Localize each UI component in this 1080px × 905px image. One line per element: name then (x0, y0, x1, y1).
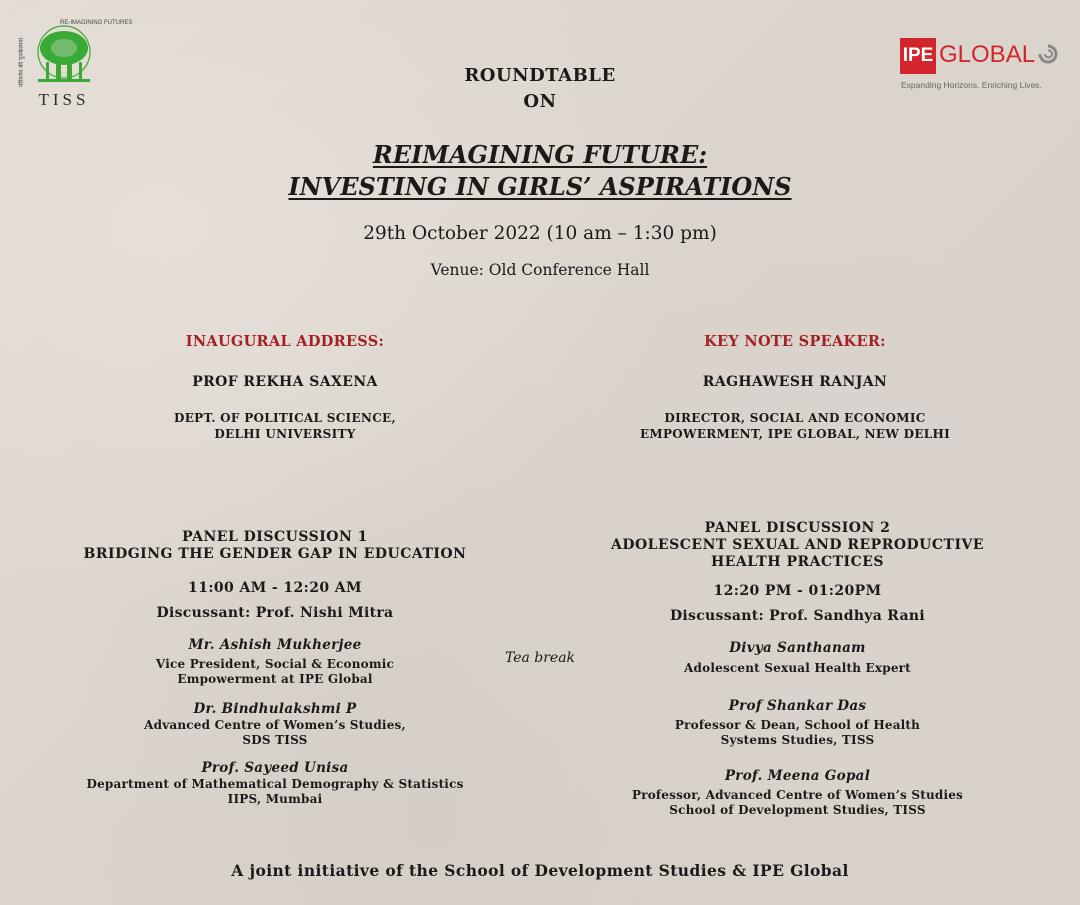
title-line-2: INVESTING IN GIRLS’ ASPIRATIONS (288, 172, 792, 201)
speaker-role-line-1: Advanced Centre of Women’s Studies, (144, 718, 406, 732)
keynote-affiliation (590, 410, 1000, 442)
speaker-role (590, 788, 1005, 818)
speaker-role (590, 718, 1005, 748)
panel-2 (590, 520, 1005, 818)
ipe-tagline: Expanding Horizons. Enriching Lives. (901, 80, 1042, 90)
speaker-name: Prof. Meena Gopal (724, 768, 871, 784)
tiss-logo (18, 20, 133, 110)
keynote-heading: KEY NOTE SPEAKER: (704, 333, 886, 350)
speaker-name: Prof Shankar Das (728, 698, 867, 714)
inaugural-speaker-name: PROF REKHA SAXENA (192, 374, 378, 390)
speaker-role (50, 657, 500, 687)
ipe-global-wordmark: GLOBAL (939, 41, 1036, 68)
tiss-arc-right: RE-IMAGINING FUTURES (60, 20, 133, 26)
speaker-role (50, 777, 500, 807)
speaker-role-line-1: Adolescent Sexual Health Expert (684, 661, 911, 675)
speaker-role-line-2: School of Development Studies, TISS (669, 803, 926, 817)
panel-1-speaker (50, 637, 500, 687)
speaker-role-line-2: SDS TISS (242, 733, 308, 747)
event-venue: Venue: Old Conference Hall (430, 261, 650, 279)
tiss-arc-left: परिवर्तन की पुनर्कल्पना (19, 37, 25, 87)
panel-2-speaker (590, 768, 1005, 818)
speaker-role-line-1: Department of Mathematical Demography & Statistics (86, 777, 464, 791)
speaker-role-line-2: Empowerment at IPE Global (177, 672, 373, 686)
speaker-name: Prof. Sayeed Unisa (201, 760, 349, 776)
panel-1-time: 11:00 AM - 12:20 AM (188, 580, 362, 596)
event-date: 29th October 2022 (10 am – 1:30 pm) (363, 223, 717, 244)
speaker-role-line-1: Professor, Advanced Centre of Women’s Studies (631, 788, 964, 802)
inaugural-heading: INAUGURAL ADDRESS: (185, 333, 385, 350)
panel-2-time: 12:20 PM - 01:20PM (713, 583, 882, 599)
title-line-1: REIMAGINING FUTURE: (372, 140, 708, 169)
roundtable-label: ROUNDTABLE (464, 65, 616, 86)
panel-2-speaker (590, 640, 1005, 676)
keynote-affil-line-2: EMPOWERMENT, IPE GLOBAL, NEW DELHI (639, 427, 951, 441)
panel-2-title-line-1: PANEL DISCUSSION 2 (704, 520, 891, 536)
speaker-role-line-1: Professor & Dean, School of Health (674, 718, 921, 732)
speaker-name: Dr. Bindhulakshmi P (193, 701, 357, 717)
speaker-role (590, 661, 1005, 676)
panel-1 (50, 529, 500, 807)
panel-1-speaker (50, 760, 500, 807)
speaker-role-line-2: IIPS, Mumbai (227, 792, 323, 806)
inaugural-affil-line-1: DEPT. OF POLITICAL SCIENCE, (174, 411, 396, 425)
panel-1-speaker (50, 701, 500, 748)
panel-2-title-line-3: HEALTH PRACTICES (710, 554, 885, 570)
tea-break-label: Tea break (504, 650, 576, 666)
swirl-icon (1036, 42, 1060, 66)
speaker-name: Divya Santhanam (729, 640, 866, 656)
event-type (340, 63, 740, 115)
speaker-role-line-1: Vice President, Social & Economic (155, 657, 395, 671)
tiss-wordmark: TISS (38, 90, 90, 109)
panel-2-title-line-2: ADOLESCENT SEXUAL AND REPRODUCTIVE (610, 537, 985, 553)
panel-2-speaker (590, 698, 1005, 748)
keynote-speaker-name: RAGHAWESH RANJAN (702, 374, 888, 390)
on-label: ON (523, 91, 557, 112)
inaugural-affil-line-2: DELHI UNIVERSITY (214, 427, 356, 441)
panel-1-title (50, 529, 500, 563)
inaugural-affiliation (60, 410, 510, 442)
panel-1-title-line-2: BRIDGING THE GENDER GAP IN EDUCATION (83, 546, 467, 562)
event-title (240, 139, 840, 203)
keynote-affil-line-1: DIRECTOR, SOCIAL AND ECONOMIC (664, 411, 926, 425)
footer-initiative: A joint initiative of the School of Development Studies & IPE Global (231, 861, 849, 880)
panel-1-discussant: Discussant: Prof. Nishi Mitra (156, 605, 394, 621)
speaker-name: Mr. Ashish Mukherjee (188, 637, 362, 653)
speaker-role-line-2: Systems Studies, TISS (720, 733, 875, 747)
speaker-role (50, 718, 500, 748)
panel-2-title (590, 520, 1005, 571)
panel-2-discussant: Discussant: Prof. Sandhya Rani (669, 608, 925, 624)
ipe-global-logo (900, 38, 1065, 98)
inaugural-section (60, 333, 510, 442)
panel-1-title-line-1: PANEL DISCUSSION 1 (182, 529, 368, 545)
banyan-tree-icon (18, 22, 110, 92)
keynote-section (590, 333, 1000, 442)
ipe-box: IPE (900, 38, 936, 74)
